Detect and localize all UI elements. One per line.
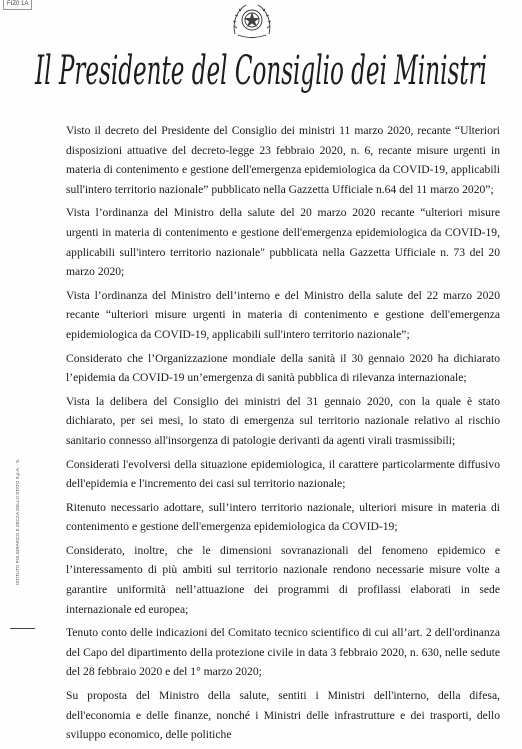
page-code: FIZ0 1A xyxy=(3,0,32,10)
paragraph: Su proposta del Ministro della salute, sentiti i Ministri dell'interno, della difesa, dell'economia e delle finanze, nonché i Ministri delle infrastrutture e dei trasporti, dello sviluppo economico, delle politiche xyxy=(66,689,500,742)
republic-emblem-icon xyxy=(229,0,275,40)
decree-body xyxy=(66,121,500,749)
paragraph: Vista la delibera del Consiglio dei ministri del 31 gennaio 2020, con la quale è stato dichiarato, per sei mesi, lo stato di emergenza sul territorio nazionale relativo al rischio sanitario connesso all'insorgenza di patologie derivanti da agenti virali trasmissibili; xyxy=(66,394,500,447)
paragraph: Considerato che l’Organizzazione mondiale della sanità il 30 gennaio 2020 ha dichiarato l’epidemia da COVID-19 un’emergenza di sanità pubblica di rilevanza internazionale; xyxy=(66,351,500,385)
printer-note: ISTITUTO POLIGRAFICO E ZECCA DELLO STATO S.p.A. - S. xyxy=(15,458,20,585)
svg-text:Il Presidente del Consiglio de: Il Presidente del Consiglio dei Ministri xyxy=(34,48,487,94)
paragraph: Considerati l'evolversi della situazione epidemiologica, il carattere particolarmente diffusivo dell'epidemia e l'incremento dei casi sul territorio nazionale; xyxy=(66,457,500,491)
paragraph: Tenuto conto delle indicazioni del Comitato tecnico scientifico di cui all’art. 2 dell'ordinanza del Capo del dipartimento della protezione civile in data 3 febbraio 2020, n. 630, nelle sedute del 28 febbraio 2020 e del 1° marzo 2020; xyxy=(66,626,500,679)
heading-president xyxy=(30,44,492,100)
margin-rule xyxy=(10,628,35,629)
paragraph: Vista l’ordinanza del Ministro della salute del 20 marzo 2020 recante “ulteriori misure urgenti in materia di contenimento e gestione dell'emergenza epidemiologica da COVID-19, applicabili sull'intero territorio nazionale" pubblicata nella Gazzetta Ufficiale n. 73 del 20 marzo 2020; xyxy=(66,206,500,279)
paragraph: Ritenuto necessario adottare, sull’intero territorio nazionale, ulteriori misure in materia di contenimento e gestione dell'emergenza epidemiologica da COVID-19; xyxy=(66,500,500,534)
paragraph: Vista l’ordinanza del Ministro dell’interno e del Ministro della salute del 22 marzo 2020 recante “ulteriori misure urgenti in materia di contenimento e gestione dell'emergenza epidemiologica da COVID-19, applicabili sull'intero territorio nazionale”; xyxy=(66,288,500,341)
paragraph: Considerato, inoltre, che le dimensioni sovranazionali del fenomeno epidemico e l’interessamento di più ambiti sul territorio nazionale rendono necessarie misure volte a garantire uniformità nell’attuazione dei programmi di profilassi elaborati in sede internazionale ed europea; xyxy=(66,543,500,616)
paragraph: Visto il decreto del Presidente del Consiglio dei ministri 11 marzo 2020, recante “Ulteriori disposizioni attuative del decreto-legge 23 febbraio 2020, n. 6, recante misure urgenti in materia di contenimento e gestione dell'emergenza epidemiologica da COVID-19, applicabili sull'intero territorio nazionale” pubblicato nella Gazzetta Ufficiale n.64 del 11 marzo 2020”; xyxy=(66,124,500,196)
